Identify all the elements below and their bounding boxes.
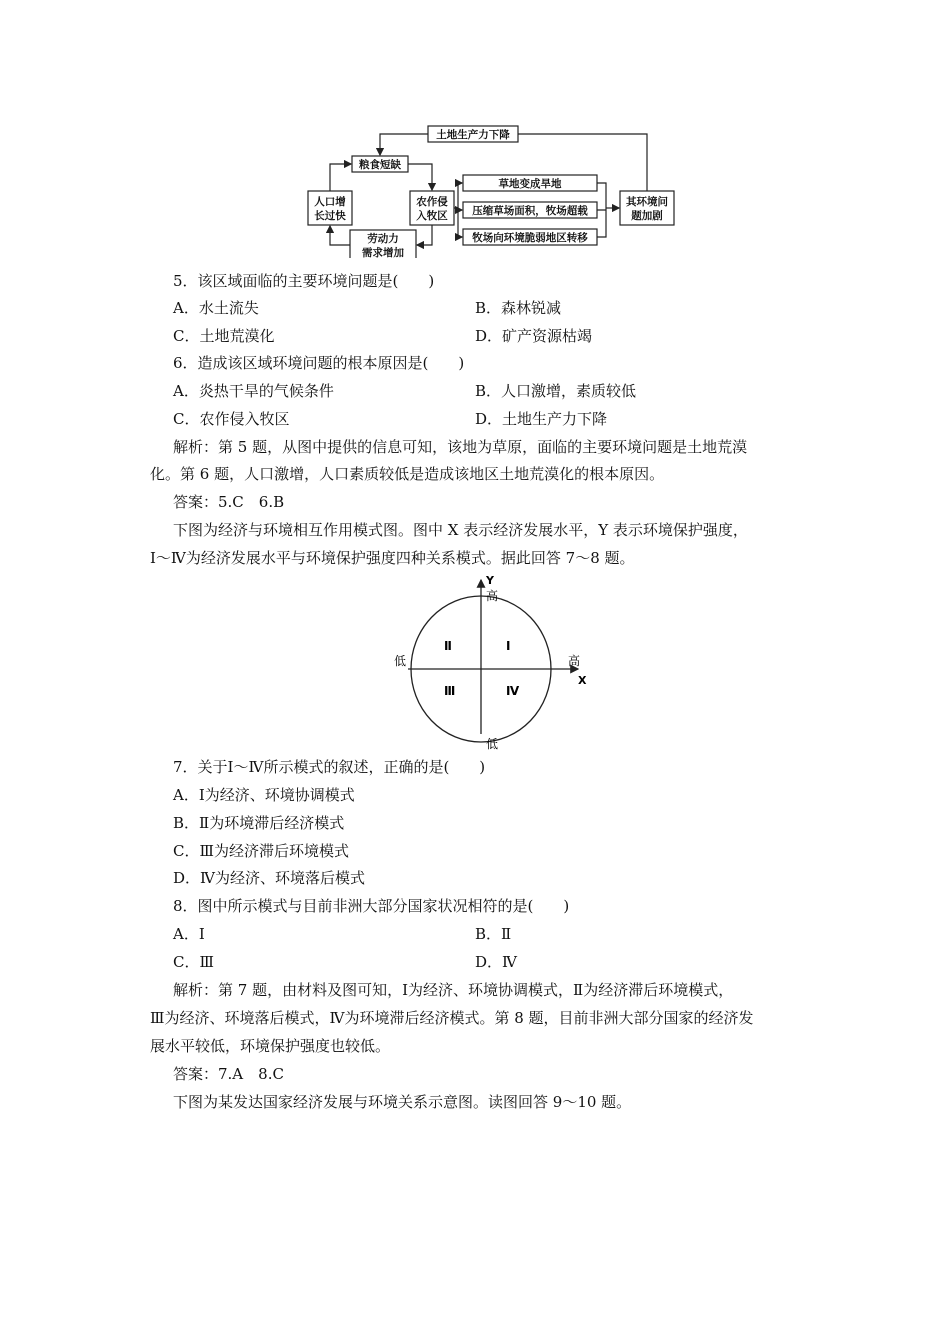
y-low-label: 低 xyxy=(486,737,499,751)
box-grass-2-text: 压缩草场面积，牧场超载 xyxy=(472,205,588,217)
analysis-2-line-3: 展水平较低，环境保护强度也较低。 xyxy=(150,1037,391,1055)
arrow-food-to-farm xyxy=(408,164,432,190)
question-5-option-d: D．矿产资源枯竭 xyxy=(475,327,593,345)
question-8-option-a: A．Ⅰ xyxy=(173,925,205,943)
question-5-option-b: B．森林锐减 xyxy=(475,299,562,317)
question-8-option-d: D．Ⅳ xyxy=(475,953,518,971)
arrow-pop-to-food xyxy=(330,164,351,191)
bracket-left xyxy=(454,183,458,237)
question-6-option-b: B．人口激增，素质较低 xyxy=(475,382,637,400)
box-labor-demand-text-1: 劳动力 xyxy=(367,233,399,245)
question-5-option-c: C．土地荒漠化 xyxy=(173,327,275,345)
question-6-option-c: C．农作侵入牧区 xyxy=(173,410,290,428)
x-low-label: 低 xyxy=(394,654,407,668)
question-7-stem: 7．关于Ⅰ～Ⅳ所示模式的叙述，正确的是( ) xyxy=(173,758,486,776)
intro-3: 下图为某发达国家经济发展与环境关系示意图。读图回答 9～10 题。 xyxy=(173,1093,632,1111)
question-7-option-c: C．Ⅲ为经济滞后环境模式 xyxy=(173,842,349,860)
box-result-text-1: 其环境问 xyxy=(626,196,668,208)
box-population-text-1: 人口增 xyxy=(314,196,346,208)
analysis-2-line-1: 解析：第 7 题，由材料及图可知，Ⅰ为经济、环境协调模式，Ⅱ为经济滞后环境模式， xyxy=(173,981,734,999)
bracket-right xyxy=(597,183,606,237)
intro-2-line-1: 下图为经济与环境相互作用模式图。图中 X 表示经济发展水平，Y 表示环境保护强度， xyxy=(173,521,748,539)
answer-2: 答案：7.A 8.C xyxy=(173,1065,284,1083)
quadrant-4-label: Ⅳ xyxy=(506,684,520,698)
flowchart-diagram xyxy=(300,118,690,258)
box-food-shortage-text: 粮食短缺 xyxy=(359,159,401,171)
question-5-option-a: A．水土流失 xyxy=(173,299,259,317)
question-6-stem: 6．造成该区域环境问题的根本原因是( ) xyxy=(173,354,465,372)
box-result-text-2: 题加剧 xyxy=(631,210,663,222)
analysis-2-line-2: Ⅲ为经济、环境落后模式，Ⅳ为环境滞后经济模式。第 8 题，目前非洲大部分国家的经济发 xyxy=(150,1009,754,1027)
x-axis-label: X xyxy=(578,674,587,687)
quadrant-1-label: Ⅰ xyxy=(506,639,511,653)
question-8-option-c: C．Ⅲ xyxy=(173,953,214,971)
y-high-label: 高 xyxy=(486,589,499,603)
box-farm-invasion-text-1: 农作侵 xyxy=(416,196,448,208)
question-6-option-d: D．土地生产力下降 xyxy=(475,410,608,428)
quadrant-3-label: Ⅲ xyxy=(444,684,456,698)
arrow-top-to-food xyxy=(380,134,428,155)
box-population-text-2: 长过快 xyxy=(314,210,346,222)
question-6-option-a: A．炎热干旱的气候条件 xyxy=(173,382,334,400)
arrow-farm-to-labor xyxy=(417,225,432,245)
intro-2-line-2: Ⅰ～Ⅳ为经济发展水平与环境保护强度四种关系模式。据此回答 7～8 题。 xyxy=(150,549,635,567)
box-land-productivity-text: 土地生产力下降 xyxy=(436,129,510,141)
question-8-stem: 8．图中所示模式与目前非洲大部分国家状况相符的是( ) xyxy=(173,897,570,915)
question-7-option-d: D．Ⅳ为经济、环境落后模式 xyxy=(173,869,366,887)
box-labor-demand-text-2: 需求增加 xyxy=(362,247,404,258)
box-grass-3-text: 牧场向环境脆弱地区转移 xyxy=(472,232,588,244)
box-farm-invasion-text-2: 入牧区 xyxy=(416,210,448,222)
answer-1: 答案：5.C 6.B xyxy=(173,493,285,511)
question-8-option-b: B．Ⅱ xyxy=(475,925,512,943)
analysis-1-line-1: 解析：第 5 题，从图中提供的信息可知，该地为草原，面临的主要环境问题是土地荒漠 xyxy=(173,438,748,456)
question-7-option-b: B．Ⅱ为环境滞后经济模式 xyxy=(173,814,345,832)
analysis-1-line-2: 化。第 6 题，人口激增，人口素质较低是造成该地区土地荒漠化的根本原因。 xyxy=(150,465,665,483)
arrow-labor-to-pop xyxy=(330,226,350,245)
box-grass-1-text: 草地变成旱地 xyxy=(498,178,562,190)
question-5-stem: 5．该区域面临的主要环境问题是( ) xyxy=(173,272,435,290)
x-high-label: 高 xyxy=(568,654,581,668)
economy-environment-diagram xyxy=(380,572,600,754)
question-7-option-a: A．Ⅰ为经济、环境协调模式 xyxy=(173,786,355,804)
quadrant-2-label: Ⅱ xyxy=(444,639,452,653)
y-axis-label: Y xyxy=(486,574,494,587)
